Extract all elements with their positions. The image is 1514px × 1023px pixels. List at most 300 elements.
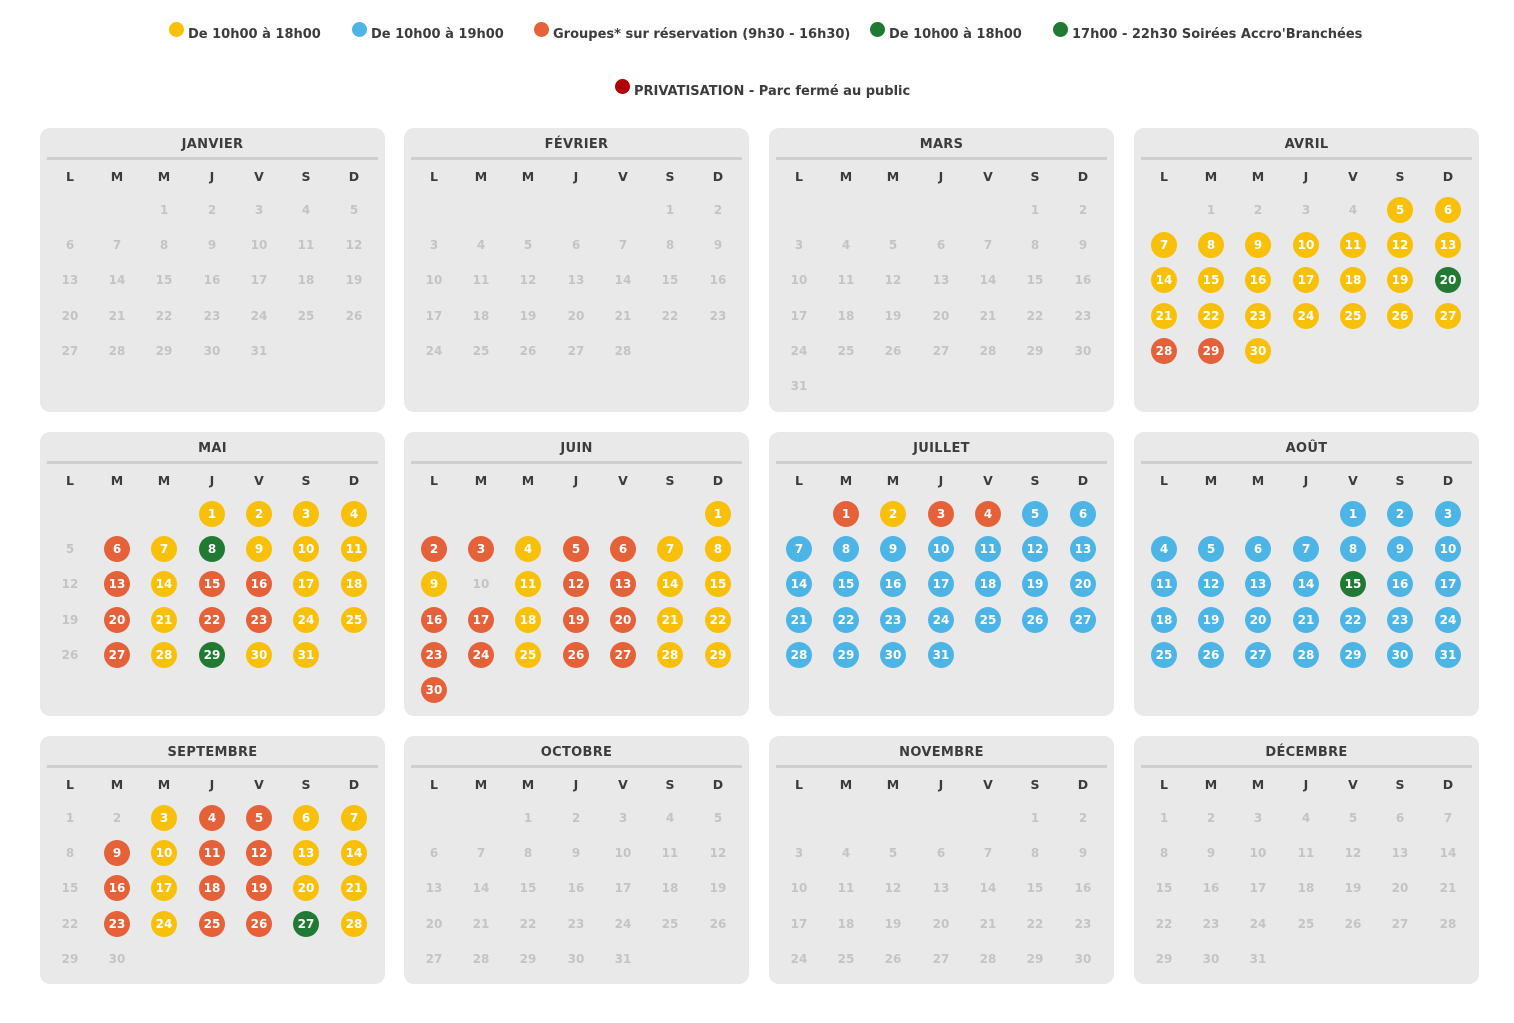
day-cell[interactable]: 4 xyxy=(515,536,541,562)
day-cell[interactable]: 6 xyxy=(1070,501,1096,527)
weekday-label: L xyxy=(795,777,803,792)
weekday-label: M xyxy=(1251,473,1265,488)
day-cell[interactable]: 26 xyxy=(1387,303,1413,329)
day-cell[interactable]: 28 xyxy=(341,911,367,937)
month-title: JUILLET xyxy=(913,441,970,456)
day-cell[interactable]: 16 xyxy=(1245,267,1271,293)
day-cell[interactable]: 18 xyxy=(1340,267,1366,293)
day-cell[interactable]: 27 xyxy=(293,911,319,937)
day-cell[interactable]: 8 xyxy=(1340,536,1366,562)
day-cell[interactable]: 28 xyxy=(657,642,683,668)
day-cell: 8 xyxy=(665,238,675,253)
weekday-label: S xyxy=(1030,777,1040,792)
day-cell: 4 xyxy=(841,846,851,861)
weekday-label: M xyxy=(1204,169,1218,184)
day-cell: 25 xyxy=(297,308,315,323)
day-cell: 16 xyxy=(203,273,221,288)
day-cell: 7 xyxy=(476,846,486,861)
day-cell[interactable]: 17 xyxy=(1293,267,1319,293)
day-cell[interactable]: 6 xyxy=(104,536,130,562)
day-cell[interactable]: 23 xyxy=(880,607,906,633)
day-cell[interactable]: 13 xyxy=(1245,571,1271,597)
blue-dot-icon xyxy=(352,22,367,37)
divider xyxy=(1141,461,1472,464)
day-cell[interactable]: 10 xyxy=(1293,232,1319,258)
month-card xyxy=(769,128,1114,412)
day-cell: 20 xyxy=(425,916,443,931)
day-cell[interactable]: 26 xyxy=(246,911,272,937)
weekday-label: L xyxy=(66,473,74,488)
day-cell: 20 xyxy=(1391,881,1409,896)
day-cell: 10 xyxy=(472,577,490,592)
orange-dot-icon xyxy=(534,22,549,37)
weekday-label: M xyxy=(521,777,535,792)
weekday-label: L xyxy=(430,473,438,488)
day-cell[interactable]: 1 xyxy=(199,501,225,527)
day-cell[interactable]: 30 xyxy=(1387,642,1413,668)
day-cell: 19 xyxy=(61,612,79,627)
day-cell: 13 xyxy=(1391,846,1409,861)
day-cell[interactable]: 19 xyxy=(1387,267,1413,293)
day-cell[interactable]: 12 xyxy=(563,571,589,597)
day-cell[interactable]: 28 xyxy=(1293,642,1319,668)
day-cell[interactable]: 23 xyxy=(1387,607,1413,633)
day-cell: 17 xyxy=(425,308,443,323)
day-cell[interactable]: 21 xyxy=(1293,607,1319,633)
day-cell: 30 xyxy=(1202,951,1220,966)
day-cell[interactable]: 31 xyxy=(928,642,954,668)
day-cell[interactable]: 20 xyxy=(610,607,636,633)
day-cell[interactable]: 27 xyxy=(1070,607,1096,633)
divider xyxy=(47,765,378,768)
day-cell[interactable]: 4 xyxy=(341,501,367,527)
day-cell[interactable]: 10 xyxy=(1435,536,1461,562)
day-cell[interactable]: 28 xyxy=(151,642,177,668)
month-card xyxy=(40,128,385,412)
day-cell[interactable]: 1 xyxy=(705,501,731,527)
day-cell[interactable]: 18 xyxy=(1151,607,1177,633)
day-cell: 2 xyxy=(571,811,581,825)
day-cell[interactable]: 10 xyxy=(151,840,177,866)
day-cell: 23 xyxy=(567,916,585,931)
day-cell[interactable]: 29 xyxy=(199,642,225,668)
day-cell[interactable]: 18 xyxy=(975,571,1001,597)
day-cell: 14 xyxy=(1439,846,1457,861)
day-cell[interactable]: 25 xyxy=(1340,303,1366,329)
day-cell: 7 xyxy=(112,238,122,253)
day-cell[interactable]: 23 xyxy=(1245,303,1271,329)
day-cell[interactable]: 29 xyxy=(1198,338,1224,364)
weekday-label: M xyxy=(1251,169,1265,184)
day-cell[interactable]: 25 xyxy=(341,607,367,633)
day-cell[interactable]: 25 xyxy=(199,911,225,937)
day-cell: 15 xyxy=(155,273,173,288)
day-cell[interactable]: 17 xyxy=(1435,571,1461,597)
day-cell[interactable]: 19 xyxy=(563,607,589,633)
month-title: MARS xyxy=(919,137,964,152)
day-cell: 30 xyxy=(567,951,585,966)
day-cell[interactable]: 9 xyxy=(1387,536,1413,562)
day-cell: 17 xyxy=(790,308,808,323)
day-cell[interactable]: 14 xyxy=(341,840,367,866)
day-cell[interactable]: 15 xyxy=(1340,571,1366,597)
weekday-label: M xyxy=(474,777,488,792)
day-cell[interactable]: 9 xyxy=(1245,232,1271,258)
day-cell[interactable]: 24 xyxy=(1293,303,1319,329)
day-cell[interactable]: 4 xyxy=(975,501,1001,527)
legend-label: PRIVATISATION - Parc fermé au public xyxy=(634,84,911,99)
day-cell: 9 xyxy=(1078,238,1088,253)
day-cell: 10 xyxy=(614,846,632,861)
weekday-label: D xyxy=(1442,169,1454,184)
day-cell[interactable]: 13 xyxy=(1070,536,1096,562)
day-cell[interactable]: 29 xyxy=(1340,642,1366,668)
day-cell[interactable]: 18 xyxy=(341,571,367,597)
day-cell: 31 xyxy=(614,951,632,966)
day-cell: 2 xyxy=(1206,811,1216,825)
day-cell: 23 xyxy=(203,308,221,323)
day-cell[interactable]: 27 xyxy=(610,642,636,668)
day-cell: 6 xyxy=(936,238,946,253)
day-cell[interactable]: 13 xyxy=(104,571,130,597)
day-cell: 13 xyxy=(61,273,79,288)
day-cell[interactable]: 19 xyxy=(1022,571,1048,597)
day-cell[interactable]: 16 xyxy=(1387,571,1413,597)
day-cell[interactable]: 11 xyxy=(1151,571,1177,597)
day-cell[interactable]: 5 xyxy=(1022,501,1048,527)
day-cell: 23 xyxy=(1074,308,1092,323)
weekday-label: M xyxy=(839,473,853,488)
day-cell[interactable]: 20 xyxy=(1435,267,1461,293)
weekday-label: M xyxy=(1204,777,1218,792)
day-cell[interactable]: 6 xyxy=(293,805,319,831)
day-cell[interactable]: 11 xyxy=(1340,232,1366,258)
day-cell[interactable]: 27 xyxy=(1435,303,1461,329)
day-cell[interactable]: 11 xyxy=(975,536,1001,562)
day-cell[interactable]: 24 xyxy=(468,642,494,668)
day-cell[interactable]: 2 xyxy=(880,501,906,527)
day-cell: 15 xyxy=(661,273,679,288)
day-cell[interactable]: 21 xyxy=(1151,303,1177,329)
day-cell[interactable]: 19 xyxy=(246,875,272,901)
day-cell[interactable]: 25 xyxy=(515,642,541,668)
day-cell[interactable]: 12 xyxy=(246,840,272,866)
day-cell[interactable]: 19 xyxy=(1198,607,1224,633)
day-cell[interactable]: 6 xyxy=(1245,536,1271,562)
weekday-label: S xyxy=(1030,169,1040,184)
day-cell[interactable]: 14 xyxy=(1151,267,1177,293)
day-cell[interactable]: 25 xyxy=(1151,642,1177,668)
day-cell[interactable]: 8 xyxy=(833,536,859,562)
day-cell[interactable]: 21 xyxy=(341,875,367,901)
day-cell[interactable]: 30 xyxy=(246,642,272,668)
day-cell: 19 xyxy=(519,308,537,323)
day-cell[interactable]: 31 xyxy=(1435,642,1461,668)
legend-row xyxy=(0,78,1514,102)
day-cell[interactable]: 15 xyxy=(199,571,225,597)
day-cell[interactable]: 7 xyxy=(341,805,367,831)
day-cell[interactable]: 28 xyxy=(1151,338,1177,364)
day-cell[interactable]: 1 xyxy=(1340,501,1366,527)
red-dot-icon xyxy=(615,79,630,94)
day-cell[interactable]: 5 xyxy=(1198,536,1224,562)
day-cell[interactable]: 21 xyxy=(151,607,177,633)
day-cell: 6 xyxy=(571,238,581,253)
day-cell: 25 xyxy=(1297,916,1315,931)
day-cell[interactable]: 23 xyxy=(421,642,447,668)
weekday-label: S xyxy=(301,473,311,488)
day-cell: 26 xyxy=(884,951,902,966)
day-cell[interactable]: 9 xyxy=(880,536,906,562)
day-cell[interactable]: 2 xyxy=(246,501,272,527)
day-cell[interactable]: 17 xyxy=(293,571,319,597)
day-cell[interactable]: 21 xyxy=(786,607,812,633)
weekday-label: J xyxy=(209,777,215,792)
day-cell[interactable]: 17 xyxy=(151,875,177,901)
day-cell: 7 xyxy=(983,846,993,861)
day-cell: 19 xyxy=(709,881,727,896)
day-cell: 2 xyxy=(713,203,723,217)
day-cell[interactable]: 18 xyxy=(199,875,225,901)
day-cell[interactable]: 14 xyxy=(151,571,177,597)
day-cell: 19 xyxy=(1344,881,1362,896)
day-cell[interactable]: 3 xyxy=(151,805,177,831)
day-cell[interactable]: 3 xyxy=(293,501,319,527)
day-cell[interactable]: 12 xyxy=(1387,232,1413,258)
day-cell[interactable]: 6 xyxy=(1435,197,1461,223)
day-cell: 1 xyxy=(65,811,75,825)
day-cell[interactable]: 22 xyxy=(1340,607,1366,633)
weekday-label: D xyxy=(712,473,724,488)
day-cell: 30 xyxy=(1074,951,1092,966)
day-cell[interactable]: 26 xyxy=(1198,642,1224,668)
day-cell: 23 xyxy=(1202,916,1220,931)
day-cell: 21 xyxy=(1439,881,1457,896)
day-cell[interactable]: 10 xyxy=(928,536,954,562)
day-cell[interactable]: 1 xyxy=(833,501,859,527)
day-cell: 19 xyxy=(884,308,902,323)
day-cell[interactable]: 9 xyxy=(246,536,272,562)
day-cell: 28 xyxy=(979,343,997,358)
day-cell[interactable]: 5 xyxy=(1387,197,1413,223)
day-cell[interactable]: 3 xyxy=(928,501,954,527)
day-cell[interactable]: 16 xyxy=(880,571,906,597)
day-cell: 1 xyxy=(665,203,675,217)
day-cell[interactable]: 14 xyxy=(786,571,812,597)
day-cell[interactable]: 11 xyxy=(515,571,541,597)
month-card xyxy=(40,736,385,984)
day-cell[interactable]: 22 xyxy=(1198,303,1224,329)
day-cell[interactable]: 27 xyxy=(1245,642,1271,668)
month-title: DÉCEMBRE xyxy=(1265,745,1348,760)
day-cell[interactable]: 12 xyxy=(1198,571,1224,597)
day-cell: 13 xyxy=(425,881,443,896)
month-title: AVRIL xyxy=(1284,137,1329,152)
weekday-label: M xyxy=(157,473,171,488)
weekday-label: J xyxy=(209,473,215,488)
day-cell[interactable]: 15 xyxy=(1198,267,1224,293)
day-cell[interactable]: 28 xyxy=(786,642,812,668)
day-cell[interactable]: 30 xyxy=(421,677,447,703)
day-cell[interactable]: 14 xyxy=(657,571,683,597)
weekday-label: D xyxy=(712,169,724,184)
day-cell[interactable]: 11 xyxy=(341,536,367,562)
day-cell[interactable]: 26 xyxy=(563,642,589,668)
day-cell: 14 xyxy=(979,881,997,896)
day-cell[interactable]: 16 xyxy=(421,607,447,633)
weekday-label: S xyxy=(665,169,675,184)
day-cell[interactable]: 9 xyxy=(421,571,447,597)
day-cell[interactable]: 13 xyxy=(293,840,319,866)
day-cell[interactable]: 24 xyxy=(1435,607,1461,633)
day-cell: 17 xyxy=(614,881,632,896)
day-cell: 5 xyxy=(349,203,359,217)
weekday-label: V xyxy=(618,777,628,792)
day-cell: 22 xyxy=(1026,916,1044,931)
day-cell[interactable]: 21 xyxy=(657,607,683,633)
day-cell: 12 xyxy=(1344,846,1362,861)
weekday-label: L xyxy=(1160,169,1168,184)
day-cell[interactable]: 3 xyxy=(468,536,494,562)
day-cell: 1 xyxy=(1159,811,1169,825)
day-cell[interactable]: 7 xyxy=(786,536,812,562)
weekday-label: M xyxy=(157,169,171,184)
day-cell: 24 xyxy=(790,343,808,358)
day-cell[interactable]: 22 xyxy=(833,607,859,633)
day-cell: 18 xyxy=(297,273,315,288)
day-cell[interactable]: 22 xyxy=(199,607,225,633)
weekday-label: M xyxy=(157,777,171,792)
day-cell: 6 xyxy=(65,238,75,253)
day-cell: 15 xyxy=(1155,881,1173,896)
day-cell[interactable]: 7 xyxy=(657,536,683,562)
day-cell: 10 xyxy=(790,881,808,896)
weekday-label: V xyxy=(983,473,993,488)
day-cell[interactable]: 16 xyxy=(104,875,130,901)
weekday-label: V xyxy=(618,169,628,184)
day-cell[interactable]: 8 xyxy=(199,536,225,562)
day-cell[interactable]: 22 xyxy=(705,607,731,633)
day-cell[interactable]: 23 xyxy=(246,607,272,633)
day-cell[interactable]: 24 xyxy=(151,911,177,937)
day-cell: 13 xyxy=(932,273,950,288)
weekday-label: M xyxy=(839,777,853,792)
day-cell: 16 xyxy=(1202,881,1220,896)
day-cell[interactable]: 24 xyxy=(293,607,319,633)
day-cell[interactable]: 11 xyxy=(199,840,225,866)
weekday-label: L xyxy=(1160,777,1168,792)
day-cell[interactable]: 7 xyxy=(1151,232,1177,258)
day-cell[interactable]: 15 xyxy=(705,571,731,597)
weekday-label: M xyxy=(110,777,124,792)
weekday-label: J xyxy=(938,473,944,488)
day-cell: 2 xyxy=(1078,811,1088,825)
day-cell[interactable]: 31 xyxy=(293,642,319,668)
day-cell[interactable]: 13 xyxy=(1435,232,1461,258)
day-cell[interactable]: 29 xyxy=(833,642,859,668)
day-cell[interactable]: 17 xyxy=(928,571,954,597)
day-cell[interactable]: 30 xyxy=(1245,338,1271,364)
day-cell: 3 xyxy=(618,811,628,825)
day-cell[interactable]: 7 xyxy=(1293,536,1319,562)
weekday-label: L xyxy=(795,473,803,488)
day-cell: 29 xyxy=(1026,343,1044,358)
day-cell: 22 xyxy=(155,308,173,323)
day-cell: 15 xyxy=(1026,273,1044,288)
day-cell: 3 xyxy=(1253,811,1263,825)
day-cell[interactable]: 2 xyxy=(1387,501,1413,527)
day-cell: 19 xyxy=(884,916,902,931)
day-cell[interactable]: 16 xyxy=(246,571,272,597)
day-cell[interactable]: 18 xyxy=(515,607,541,633)
weekday-label: V xyxy=(618,473,628,488)
weekday-label: L xyxy=(66,777,74,792)
day-cell[interactable]: 27 xyxy=(104,642,130,668)
day-cell[interactable]: 5 xyxy=(246,805,272,831)
day-cell: 16 xyxy=(1074,881,1092,896)
day-cell[interactable]: 25 xyxy=(975,607,1001,633)
day-cell: 13 xyxy=(567,273,585,288)
weekday-label: V xyxy=(1348,473,1358,488)
day-cell[interactable]: 4 xyxy=(199,805,225,831)
day-cell[interactable]: 2 xyxy=(421,536,447,562)
day-cell: 30 xyxy=(1074,343,1092,358)
day-cell: 1 xyxy=(159,203,169,217)
day-cell: 24 xyxy=(250,308,268,323)
day-cell: 24 xyxy=(614,916,632,931)
day-cell[interactable]: 8 xyxy=(705,536,731,562)
day-cell[interactable]: 12 xyxy=(1022,536,1048,562)
day-cell[interactable]: 4 xyxy=(1151,536,1177,562)
day-cell: 3 xyxy=(429,238,439,253)
day-cell: 20 xyxy=(61,308,79,323)
day-cell[interactable]: 30 xyxy=(880,642,906,668)
weekday-label: M xyxy=(886,473,900,488)
day-cell: 28 xyxy=(472,951,490,966)
day-cell: 24 xyxy=(425,343,443,358)
day-cell[interactable]: 26 xyxy=(1022,607,1048,633)
day-cell[interactable]: 17 xyxy=(468,607,494,633)
day-cell[interactable]: 23 xyxy=(104,911,130,937)
day-cell[interactable]: 8 xyxy=(1198,232,1224,258)
day-cell: 25 xyxy=(472,343,490,358)
legend-label: De 10h00 à 19h00 xyxy=(371,27,504,42)
day-cell: 15 xyxy=(61,881,79,896)
day-cell[interactable]: 15 xyxy=(833,571,859,597)
weekday-label: J xyxy=(1303,473,1309,488)
day-cell[interactable]: 20 xyxy=(104,607,130,633)
day-cell: 3 xyxy=(794,238,804,253)
day-cell[interactable]: 5 xyxy=(563,536,589,562)
day-cell[interactable]: 13 xyxy=(610,571,636,597)
day-cell[interactable]: 20 xyxy=(1245,607,1271,633)
day-cell[interactable]: 3 xyxy=(1435,501,1461,527)
day-cell[interactable]: 20 xyxy=(1070,571,1096,597)
day-cell: 26 xyxy=(519,343,537,358)
day-cell[interactable]: 20 xyxy=(293,875,319,901)
day-cell[interactable]: 9 xyxy=(104,840,130,866)
day-cell[interactable]: 6 xyxy=(610,536,636,562)
day-cell[interactable]: 7 xyxy=(151,536,177,562)
day-cell: 14 xyxy=(108,273,126,288)
day-cell[interactable]: 29 xyxy=(705,642,731,668)
day-cell[interactable]: 24 xyxy=(928,607,954,633)
weekday-label: D xyxy=(348,473,360,488)
day-cell: 22 xyxy=(61,916,79,931)
day-cell[interactable]: 14 xyxy=(1293,571,1319,597)
day-cell[interactable]: 10 xyxy=(293,536,319,562)
month-card xyxy=(40,432,385,716)
